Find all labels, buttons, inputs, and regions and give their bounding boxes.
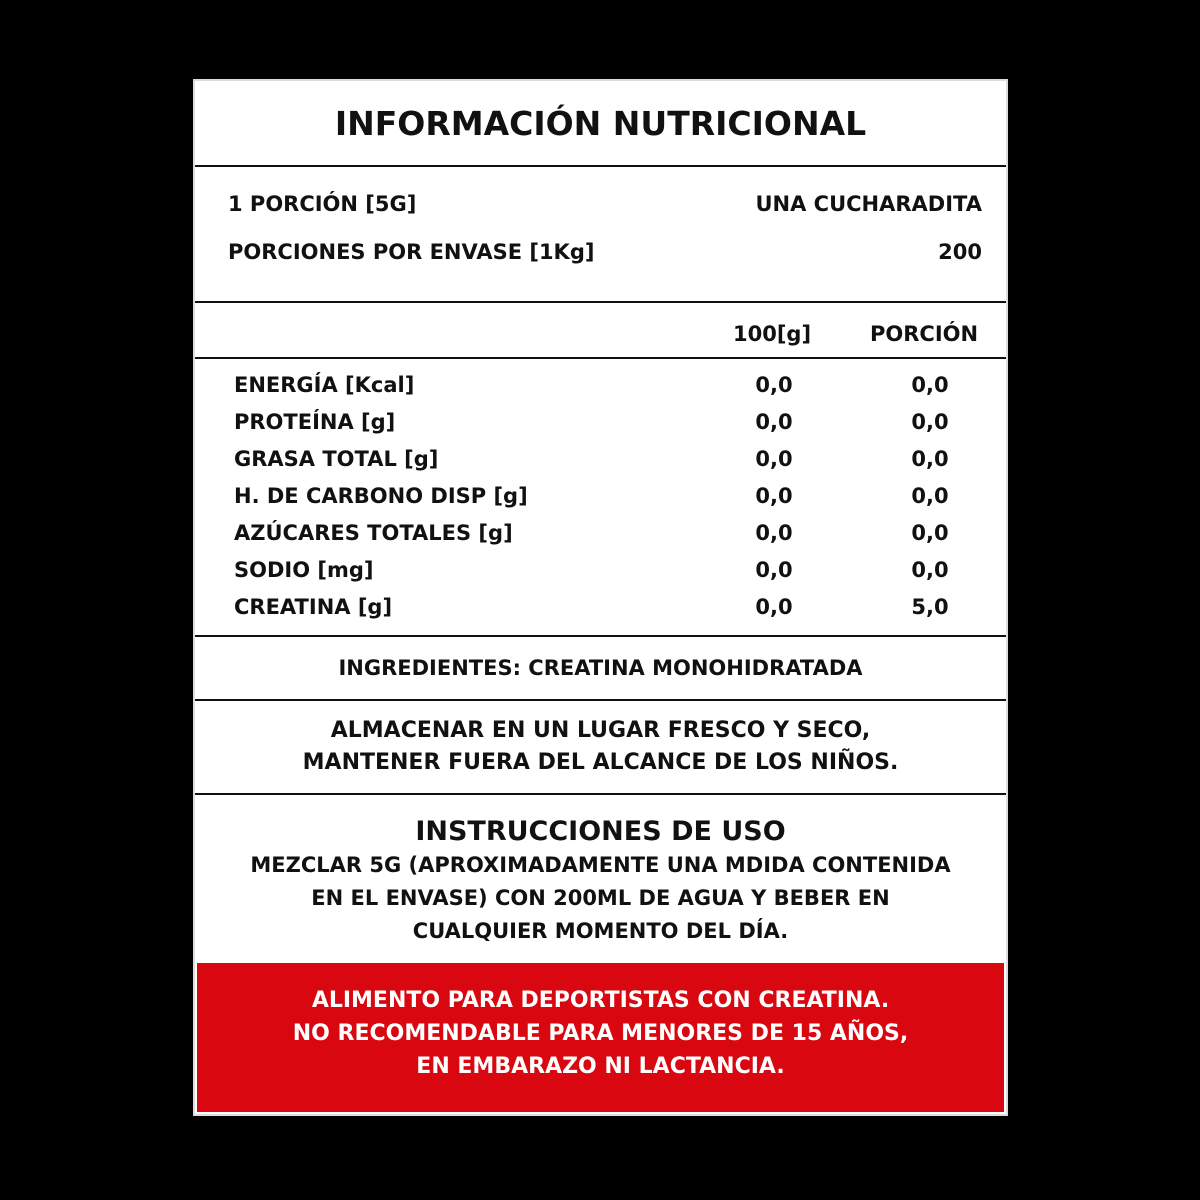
nutrient-name: ENERGÍA [Kcal] [234,373,415,397]
nutrient-per100: 0,0 [755,595,793,619]
nutrient-row [234,558,1006,595]
nutrient-portion: 0,0 [911,373,949,397]
nutrient-name: SODIO [mg] [234,558,374,582]
warning-line-1: ALIMENTO PARA DEPORTISTAS CON CREATINA. [311,988,890,1013]
instructions-heading: INSTRUCCIONES DE USO [415,816,786,847]
per-pack-label: PORCIONES POR ENVASE [1Kg] [228,240,595,264]
serving-section [195,167,1006,301]
nutrient-row [234,447,1006,484]
nutrient-portion: 0,0 [911,447,949,471]
nutrient-per100: 0,0 [755,484,793,508]
storage-line-1: ALMACENAR EN UN LUGAR FRESCO Y SECO, [330,718,871,743]
nutrient-per100: 0,0 [755,447,793,471]
warning-section [197,963,1004,1112]
serving-row [228,192,982,216]
nutrient-name: GRASA TOTAL [g] [234,447,439,471]
column-header-section [195,303,1006,357]
nutrient-row [234,595,1006,632]
instructions-line-1: MEZCLAR 5G (APROXIMADAMENTE UNA MDIDA CONTENIDA [250,853,951,877]
servings-per-pack-row [228,240,982,264]
storage-section [195,701,1006,793]
nutrient-name: CREATINA [g] [234,595,393,619]
label-title: INFORMACIÓN NUTRICIONAL [334,103,867,143]
nutrient-portion: 0,0 [911,410,949,434]
nutrient-per100: 0,0 [755,410,793,434]
instructions-section [195,795,1006,963]
nutrient-row [234,484,1006,521]
instructions-line-2: EN EL ENVASE) CON 200ML DE AGUA Y BEBER EN [311,886,890,910]
nutrient-row [234,373,1006,410]
nutrient-portion: 0,0 [911,521,949,545]
nutrient-portion: 0,0 [911,558,949,582]
nutrient-name: PROTEÍNA [g] [234,410,396,434]
instructions-line-3: CUALQUIER MOMENTO DEL DÍA. [412,919,789,943]
nutrient-row [234,410,1006,447]
nutrient-portion: 5,0 [911,595,949,619]
nutrient-per100: 0,0 [755,521,793,545]
nutrients-table [195,359,1006,635]
portion-value: UNA CUCHARADITA [755,192,982,216]
nutrient-per100: 0,0 [755,558,793,582]
nutrient-per100: 0,0 [755,373,793,397]
column-header-per100: 100[g] [733,322,812,346]
per-pack-value: 200 [938,240,982,264]
ingredients-text: INGREDIENTES: CREATINA MONOHIDRATADA [338,656,863,680]
column-header-portion: PORCIÓN [870,322,979,346]
nutrient-name: AZÚCARES TOTALES [g] [234,521,513,545]
nutrient-portion: 0,0 [911,484,949,508]
warning-line-3: EN EMBARAZO NI LACTANCIA. [416,1054,785,1079]
nutrition-label [193,79,1008,1116]
warning-text [197,963,1004,1083]
ingredients-section [195,637,1006,699]
portion-label: 1 PORCIÓN [5G] [228,192,417,216]
nutrient-row [234,521,1006,558]
warning-line-2: NO RECOMENDABLE PARA MENORES DE 15 AÑOS, [292,1021,909,1046]
nutrient-name: H. DE CARBONO DISP [g] [234,484,528,508]
storage-line-2: MANTENER FUERA DEL ALCANCE DE LOS NIÑOS. [302,750,899,775]
